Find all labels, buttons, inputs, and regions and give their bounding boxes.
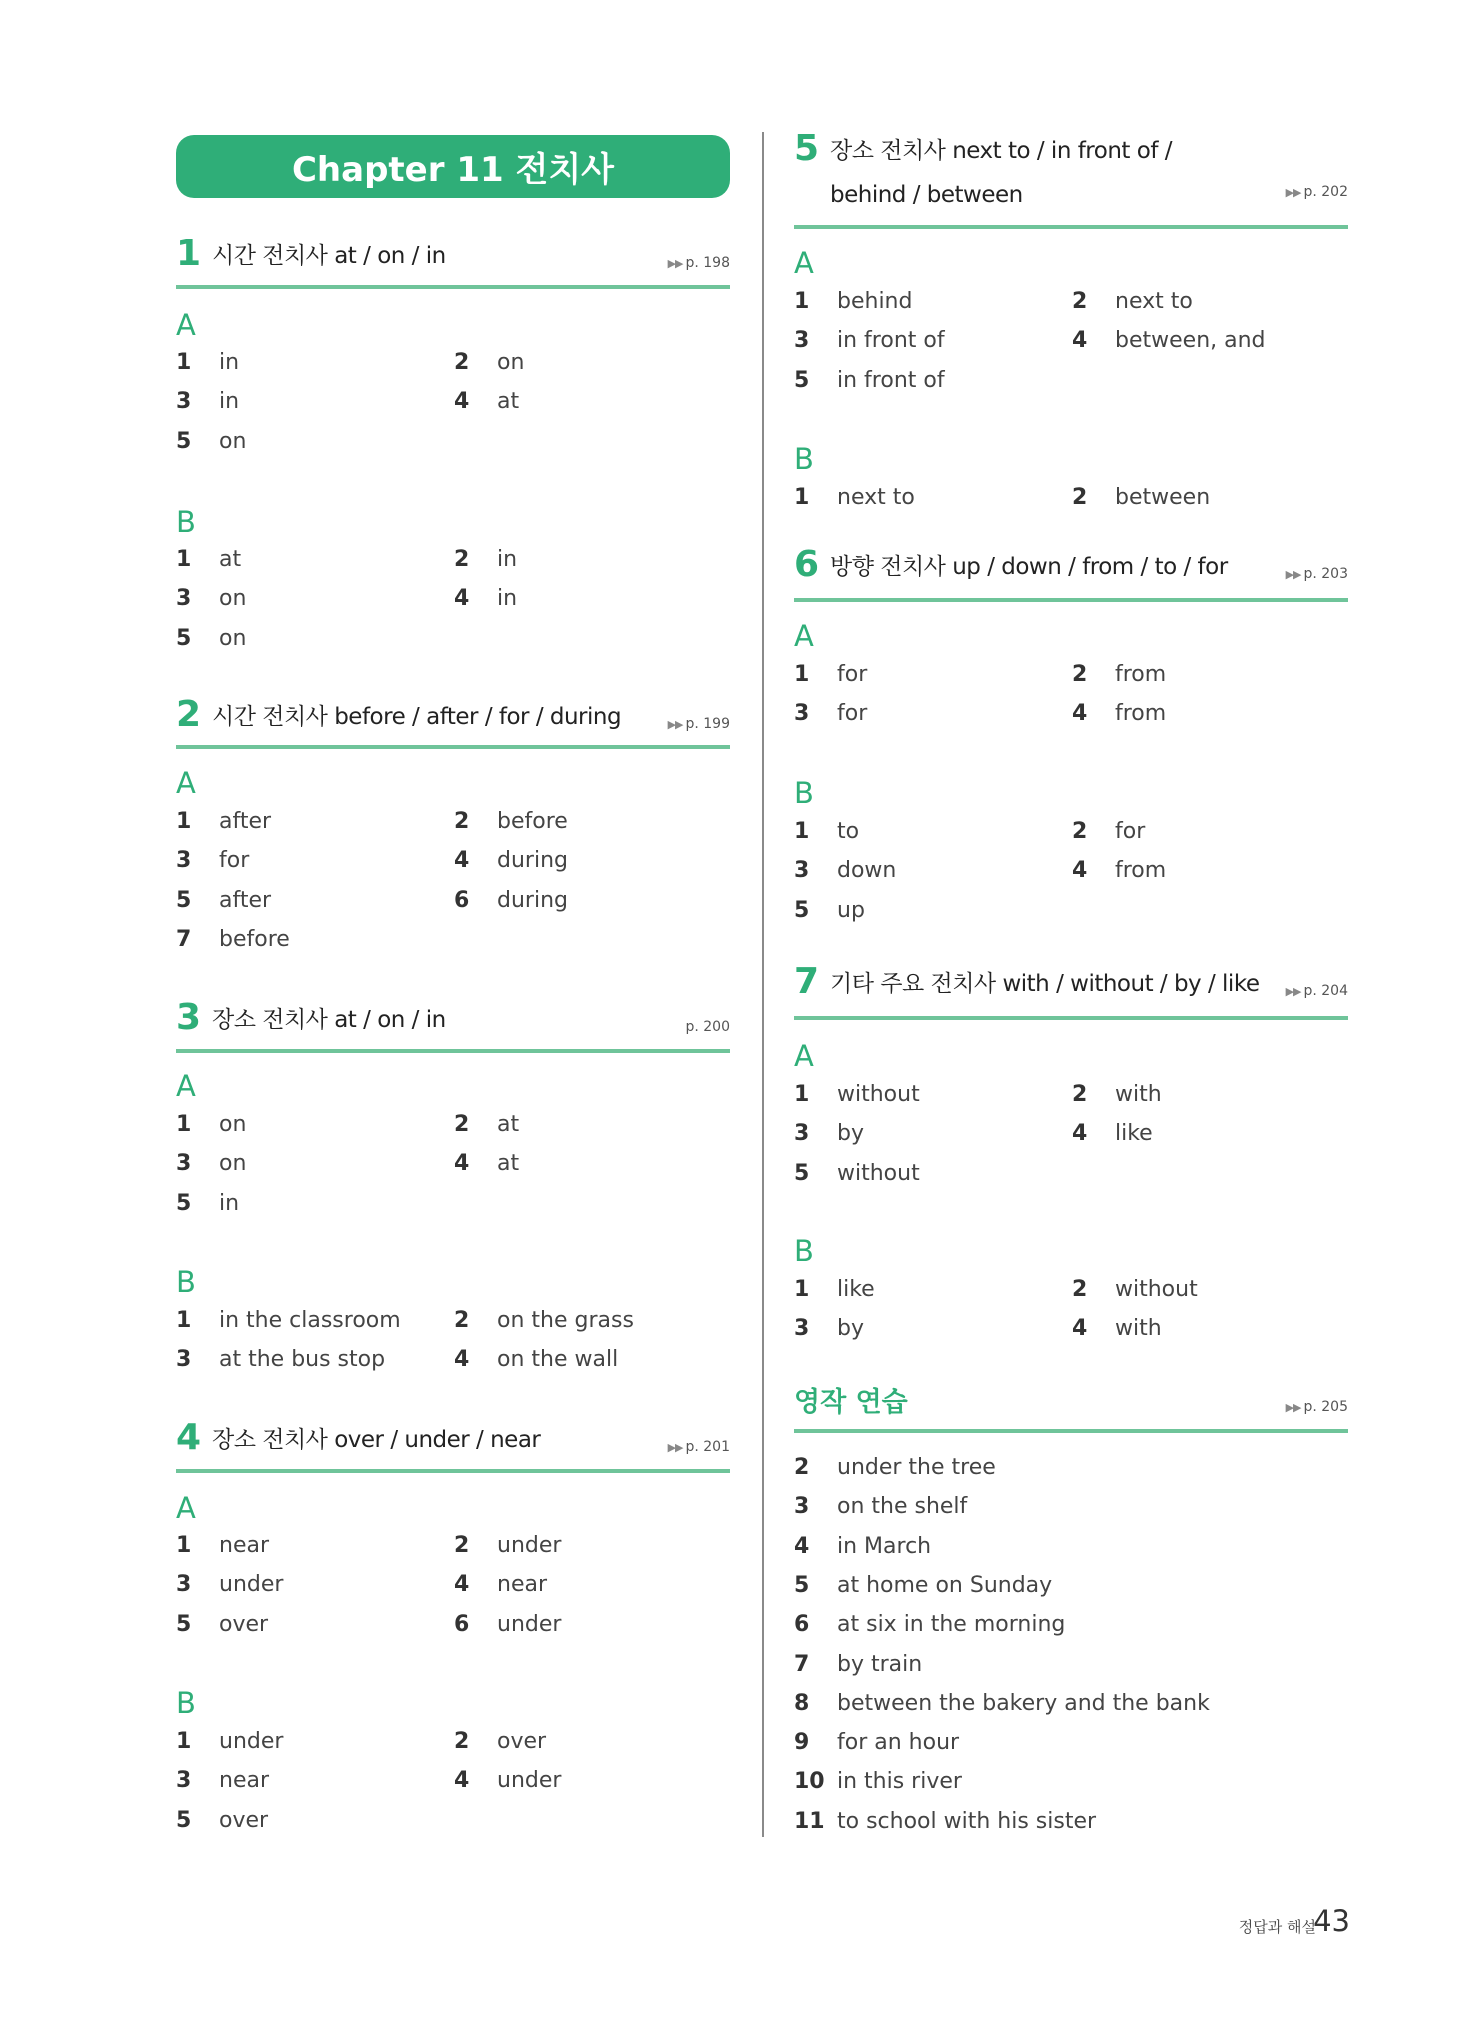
writing-number: 11 — [794, 1809, 825, 1834]
answer-number: 1 — [176, 1533, 192, 1558]
answer-number: 5 — [794, 1161, 810, 1186]
answer-number: 4 — [454, 1347, 470, 1372]
section-header — [794, 961, 1348, 1020]
answer-number: 2 — [454, 1112, 470, 1137]
part-label: A — [176, 1491, 196, 1525]
writing-number: 3 — [794, 1494, 810, 1519]
section-rule — [176, 1049, 730, 1053]
answer-number: 5 — [176, 1612, 192, 1637]
answer-number: 2 — [454, 1533, 470, 1558]
answer-number: 1 — [794, 289, 810, 314]
answer-text: between, and — [1115, 328, 1266, 353]
answer-number: 1 — [794, 819, 810, 844]
answer-text: next to — [1115, 289, 1193, 314]
answer-number: 6 — [454, 1612, 470, 1637]
answer-number: 3 — [794, 701, 810, 726]
page-ref-text: p. 199 — [685, 716, 730, 732]
part-label: A — [176, 766, 196, 800]
answer-number: 2 — [454, 809, 470, 834]
section-header — [176, 694, 730, 749]
section-rule — [794, 225, 1348, 229]
arrow-icon: ▶▶ — [1285, 1401, 1301, 1414]
answer-text: under — [219, 1729, 284, 1754]
answer-text: down — [837, 858, 897, 883]
answer-number: 5 — [794, 368, 810, 393]
answer-number: 4 — [454, 1151, 470, 1176]
answer-number: 6 — [454, 888, 470, 913]
answer-number: 2 — [1072, 485, 1088, 510]
answer-text: from — [1115, 662, 1167, 687]
section-header — [176, 233, 730, 289]
part-label: B — [794, 1234, 814, 1268]
answer-number: 5 — [176, 888, 192, 913]
page-number: 43 — [1313, 1904, 1350, 1938]
answer-text: by — [837, 1121, 864, 1146]
writing-answer: at home on Sunday — [837, 1573, 1053, 1598]
answer-number: 3 — [176, 1572, 192, 1597]
answer-text: on — [219, 626, 247, 651]
answer-text: behind — [837, 289, 913, 314]
answer-text: during — [497, 848, 568, 873]
part-label: A — [794, 1039, 814, 1073]
chapter-banner — [176, 135, 730, 198]
answer-text: in — [219, 350, 240, 375]
answer-number: 1 — [794, 1277, 810, 1302]
section-title: 장소 전치사 next to / in front of / — [830, 138, 1172, 164]
section-page-ref — [1286, 184, 1348, 200]
answer-number: 4 — [1072, 328, 1088, 353]
answer-number: 5 — [176, 1191, 192, 1216]
section-page-ref — [668, 255, 730, 271]
section-number: 6 — [794, 544, 820, 585]
answer-number: 3 — [176, 1347, 192, 1372]
section-rule — [176, 285, 730, 289]
section-title: 방향 전치사 up / down / from / to / for — [830, 554, 1228, 580]
answer-text: after — [219, 809, 272, 834]
answer-number: 2 — [454, 1308, 470, 1333]
arrow-icon: ▶▶ — [667, 257, 683, 270]
answer-text: near — [497, 1572, 548, 1597]
answer-text: over — [497, 1729, 547, 1754]
arrow-icon: ▶▶ — [667, 1441, 683, 1454]
writing-number: 5 — [794, 1573, 810, 1598]
answer-number: 1 — [794, 1082, 810, 1107]
answer-text: over — [219, 1612, 269, 1637]
answer-text: without — [837, 1082, 920, 1107]
answer-text: from — [1115, 858, 1167, 883]
answer-text: on — [219, 1112, 247, 1137]
part-label: B — [176, 1265, 196, 1299]
page-ref-text: p. 198 — [685, 255, 730, 271]
answer-number: 5 — [794, 898, 810, 923]
answer-number: 5 — [176, 1808, 192, 1833]
part-label: B — [176, 1686, 196, 1720]
answer-number: 2 — [454, 547, 470, 572]
arrow-icon: ▶▶ — [667, 718, 683, 731]
writing-rule — [794, 1429, 1348, 1433]
section-page-ref — [1286, 566, 1348, 582]
section-title-line2: behind / between — [830, 182, 1023, 208]
arrow-icon: ▶▶ — [1285, 568, 1301, 581]
answer-text: in front of — [837, 328, 945, 353]
answer-text: without — [1115, 1277, 1198, 1302]
answer-number: 1 — [176, 1308, 192, 1333]
writing-answer: in March — [837, 1534, 932, 1559]
part-label: A — [794, 246, 814, 280]
writing-answer: under the tree — [837, 1455, 996, 1480]
writing-number: 9 — [794, 1730, 810, 1755]
writing-number: 2 — [794, 1455, 810, 1480]
section-rule — [176, 1469, 730, 1473]
section-number: 3 — [176, 997, 202, 1038]
section-number: 1 — [176, 233, 202, 274]
answer-number: 4 — [1072, 1121, 1088, 1146]
answer-number: 3 — [176, 1768, 192, 1793]
section-header — [176, 1417, 730, 1473]
answer-text: for — [219, 848, 250, 873]
answer-text: under — [219, 1572, 284, 1597]
writing-answer: for an hour — [837, 1730, 960, 1755]
section-number: 2 — [176, 694, 202, 735]
answer-number: 2 — [1072, 1082, 1088, 1107]
answer-text: in — [497, 586, 518, 611]
answer-text: under — [497, 1768, 562, 1793]
part-label: B — [176, 505, 196, 539]
writing-number: 7 — [794, 1652, 810, 1677]
answer-number: 3 — [176, 586, 192, 611]
section-title: 장소 전치사 at / on / in — [212, 1007, 446, 1033]
page-ref-text: p. 203 — [1303, 566, 1348, 582]
writing-number: 8 — [794, 1691, 810, 1716]
answer-number: 3 — [794, 1121, 810, 1146]
answer-text: on the wall — [497, 1347, 619, 1372]
page-ref-text: p. 201 — [685, 1439, 730, 1455]
page-ref-text: p. 202 — [1303, 184, 1348, 200]
writing-answer: on the shelf — [837, 1494, 968, 1519]
section-header — [794, 128, 1348, 229]
answer-text: under — [497, 1533, 562, 1558]
answer-text: at — [497, 1112, 520, 1137]
answer-number: 2 — [1072, 662, 1088, 687]
section-rule — [794, 1016, 1348, 1020]
answer-text: under — [497, 1612, 562, 1637]
chapter-title: Chapter 11 전치사 — [291, 150, 615, 190]
part-label: B — [794, 442, 814, 476]
writing-answer: to school with his sister — [837, 1809, 1097, 1834]
answer-number: 3 — [794, 328, 810, 353]
writing-number: 6 — [794, 1612, 810, 1637]
answer-text: at — [497, 1151, 520, 1176]
writing-answer: by train — [837, 1652, 923, 1677]
answer-number: 2 — [454, 1729, 470, 1754]
answer-text: without — [837, 1161, 920, 1186]
answer-text: like — [1115, 1121, 1153, 1146]
answer-text: by — [837, 1316, 864, 1341]
answer-text: to — [837, 819, 860, 844]
answer-text: on — [219, 1151, 247, 1176]
answer-number: 2 — [1072, 1277, 1088, 1302]
page-ref-text: p. 200 — [685, 1019, 730, 1035]
writing-title: 영작 연습 — [794, 1387, 908, 1418]
answer-number: 3 — [794, 1316, 810, 1341]
answer-number: 3 — [794, 858, 810, 883]
writing-answer: between the bakery and the bank — [837, 1691, 1210, 1716]
section-title: 기타 주요 전치사 with / without / by / like — [830, 971, 1260, 997]
section-title: 시간 전치사 before / after / for / during — [212, 704, 622, 730]
writing-page-ref — [1286, 1399, 1348, 1415]
answer-text: at — [497, 389, 520, 414]
section-page-ref — [1286, 983, 1348, 999]
section-rule — [176, 745, 730, 749]
answer-number: 3 — [176, 848, 192, 873]
section-title: 장소 전치사 over / under / near — [212, 1427, 541, 1453]
answer-number: 1 — [176, 809, 192, 834]
answer-number: 4 — [1072, 858, 1088, 883]
answer-text: between — [1115, 485, 1211, 510]
answer-text: on the grass — [497, 1308, 634, 1333]
answer-text: next to — [837, 485, 915, 510]
answer-number: 4 — [1072, 1316, 1088, 1341]
part-label: A — [794, 619, 814, 653]
answer-text: for — [1115, 819, 1146, 844]
answer-number: 2 — [1072, 289, 1088, 314]
answer-text: on — [497, 350, 525, 375]
answer-text: near — [219, 1533, 270, 1558]
page-footer — [1220, 1900, 1350, 1940]
writing-answer: at six in the morning — [837, 1612, 1066, 1637]
answer-number: 4 — [454, 389, 470, 414]
answer-number: 4 — [454, 1768, 470, 1793]
part-label: A — [176, 308, 196, 342]
section-page-ref — [668, 1439, 730, 1455]
answer-text: with — [1115, 1082, 1162, 1107]
section-title: 시간 전치사 at / on / in — [212, 243, 446, 269]
footer-label: 정답과 해설 — [1238, 1918, 1316, 1936]
answer-number: 5 — [176, 626, 192, 651]
arrow-icon: ▶▶ — [1285, 186, 1301, 199]
answer-text: at the bus stop — [219, 1347, 386, 1372]
answer-number: 1 — [176, 350, 192, 375]
column-divider — [762, 132, 764, 1837]
part-label: B — [794, 776, 814, 810]
answer-number: 7 — [176, 927, 192, 952]
answer-text: during — [497, 888, 568, 913]
answer-number: 4 — [454, 1572, 470, 1597]
answer-number: 1 — [794, 662, 810, 687]
answer-number: 4 — [454, 586, 470, 611]
answer-text: with — [1115, 1316, 1162, 1341]
writing-answer: in this river — [837, 1769, 962, 1794]
arrow-icon: ▶▶ — [1285, 985, 1301, 998]
section-number: 5 — [794, 128, 820, 169]
answer-text: in front of — [837, 368, 945, 393]
answer-text: before — [219, 927, 290, 952]
answer-number: 5 — [176, 429, 192, 454]
answer-number: 1 — [176, 547, 192, 572]
answer-text: on — [219, 429, 247, 454]
answer-number: 4 — [1072, 701, 1088, 726]
answer-text: from — [1115, 701, 1167, 726]
answer-text: for — [837, 662, 868, 687]
answer-number: 2 — [1072, 819, 1088, 844]
writing-number: 10 — [794, 1769, 825, 1794]
page-ref-text: p. 204 — [1303, 983, 1348, 999]
answer-number: 2 — [454, 350, 470, 375]
section-page-ref — [685, 1019, 730, 1035]
section-page-ref — [668, 716, 730, 732]
answer-number: 1 — [176, 1112, 192, 1137]
section-number: 4 — [176, 1417, 202, 1458]
answer-text: in — [219, 389, 240, 414]
writing-number: 4 — [794, 1534, 810, 1559]
answer-number: 3 — [176, 1151, 192, 1176]
answer-number: 1 — [176, 1729, 192, 1754]
answer-number: 4 — [454, 848, 470, 873]
answer-text: in — [219, 1191, 240, 1216]
answer-text: for — [837, 701, 868, 726]
answer-text: in the classroom — [219, 1308, 401, 1333]
section-number: 7 — [794, 961, 820, 1002]
answer-text: like — [837, 1277, 875, 1302]
answer-text: before — [497, 809, 568, 834]
answer-text: up — [837, 898, 865, 923]
answer-text: in — [497, 547, 518, 572]
answer-number: 1 — [794, 485, 810, 510]
answer-text: at — [219, 547, 242, 572]
part-label: A — [176, 1069, 196, 1103]
section-header — [794, 544, 1348, 602]
answer-number: 3 — [176, 389, 192, 414]
section-rule — [794, 598, 1348, 602]
answer-text: after — [219, 888, 272, 913]
page-ref-text: p. 205 — [1303, 1399, 1348, 1415]
answer-text: over — [219, 1808, 269, 1833]
answer-text: on — [219, 586, 247, 611]
answer-text: near — [219, 1768, 270, 1793]
writing-header — [794, 1377, 1348, 1433]
section-header — [176, 997, 730, 1053]
